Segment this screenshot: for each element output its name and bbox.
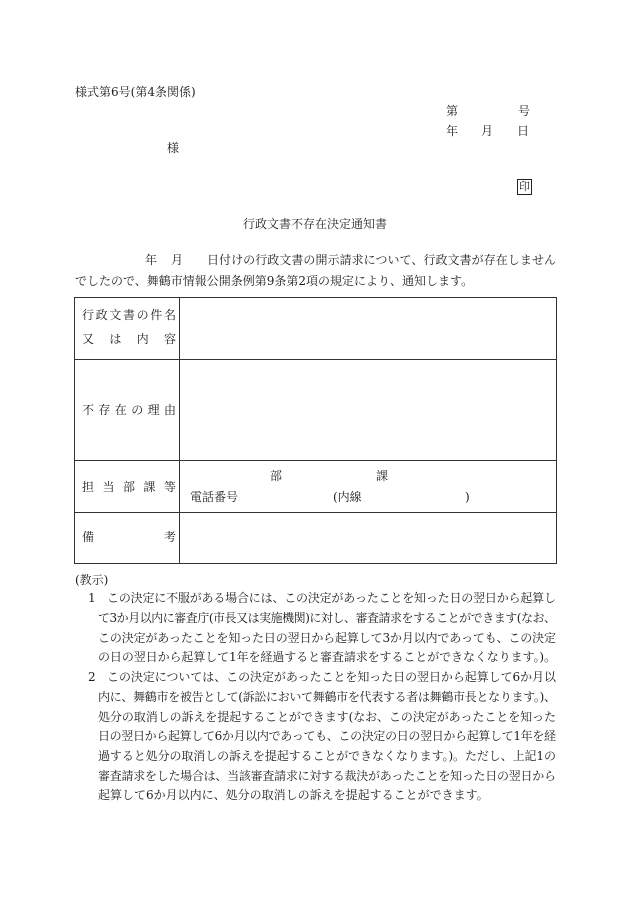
details-table <box>74 297 557 564</box>
reason-label: 不存在の理由 <box>82 403 181 417</box>
subject-label-cell <box>75 298 192 360</box>
subject-label-line-2: 又は内容 <box>82 332 192 346</box>
section-suffix: 課 <box>376 469 389 483</box>
issue-date-month: 月 <box>481 124 494 138</box>
notice-heading: (教示) <box>75 573 109 587</box>
notice-line: 日の翌日から起算して6か月以内であっても、この決定の日の翌日から起算して1年を経 <box>98 729 556 743</box>
remarks-label-cell <box>75 513 246 563</box>
notice-item-number: 1 <box>88 591 96 605</box>
remarks-value-cell <box>180 513 556 563</box>
document-number-suffix: 号 <box>518 104 531 118</box>
contact-value-cell <box>180 461 556 513</box>
form-number: 様式第6号(第4条関係) <box>75 85 196 99</box>
department-suffix: 部 <box>270 469 283 483</box>
addressee-honorific: 様 <box>167 141 180 155</box>
contact-label-cell <box>75 461 185 513</box>
notice-line: 審査請求をした場合は、当該審査請求に対する裁決があったことを知った日の翌日から <box>98 769 556 783</box>
notice-line: この決定があったことを知った日の翌日から起算して3か月以内であっても、この決定 <box>98 631 556 645</box>
subject-label-line-1: 行政文書の件名 <box>82 308 178 322</box>
body-request-year: 年 <box>145 253 158 267</box>
document-title: 行政文書不存在決定通知書 <box>242 217 387 231</box>
notice-line: て3か月以内に審査庁(市長又は実施機関)に対し、審査請求をすることができます(なお、 <box>98 611 556 625</box>
document-number-prefix: 第 <box>446 104 459 118</box>
notice-line: の日の翌日から起算して1年を経過すると審査請求をすることができなくなります。)。 <box>98 650 556 664</box>
seal-mark: 印 <box>519 180 530 193</box>
contact-label: 担当部課等 <box>82 480 185 494</box>
reason-label-cell <box>75 360 180 461</box>
notice-item-number: 2 <box>88 670 96 684</box>
notice-line: 処分の取消しの訴えを提起することができます(なお、この決定があったことを知った <box>98 710 556 724</box>
body-line-1: 日付けの行政文書の開示請求について、行政文書が存在しません <box>207 253 557 267</box>
notice-line: 起算して6か月以内に、処分の取消しの訴えを提起することができます。 <box>98 788 489 802</box>
issue-date-day: 日 <box>517 124 530 138</box>
notice-line: 過すると処分の取消しの訴えを提起することができなくなります。)。ただし、上記1の <box>98 749 556 763</box>
notice-line: この決定については、この決定があったことを知った日の翌日から起算して6か月以 <box>107 670 556 684</box>
remarks-label: 備考 <box>82 530 246 544</box>
reason-value-cell <box>180 360 556 461</box>
issue-date-year: 年 <box>446 124 459 138</box>
extension-close: ) <box>465 490 470 504</box>
body-line-2: でしたので、舞鶴市情報公開条例第9条第2項の規定により、通知します。 <box>75 274 474 288</box>
body-request-month: 月 <box>171 253 184 267</box>
subject-value-cell <box>180 298 556 360</box>
phone-label: 電話番号 <box>190 490 239 504</box>
notice-line: 内に、舞鶴市を被告として(訴訟において舞鶴市を代表する者は舞鶴市長となります。)、 <box>98 690 556 704</box>
extension-open: (内線 <box>333 490 362 504</box>
notice-line: この決定に不服がある場合には、この決定があったことを知った日の翌日から起算し <box>107 591 556 605</box>
